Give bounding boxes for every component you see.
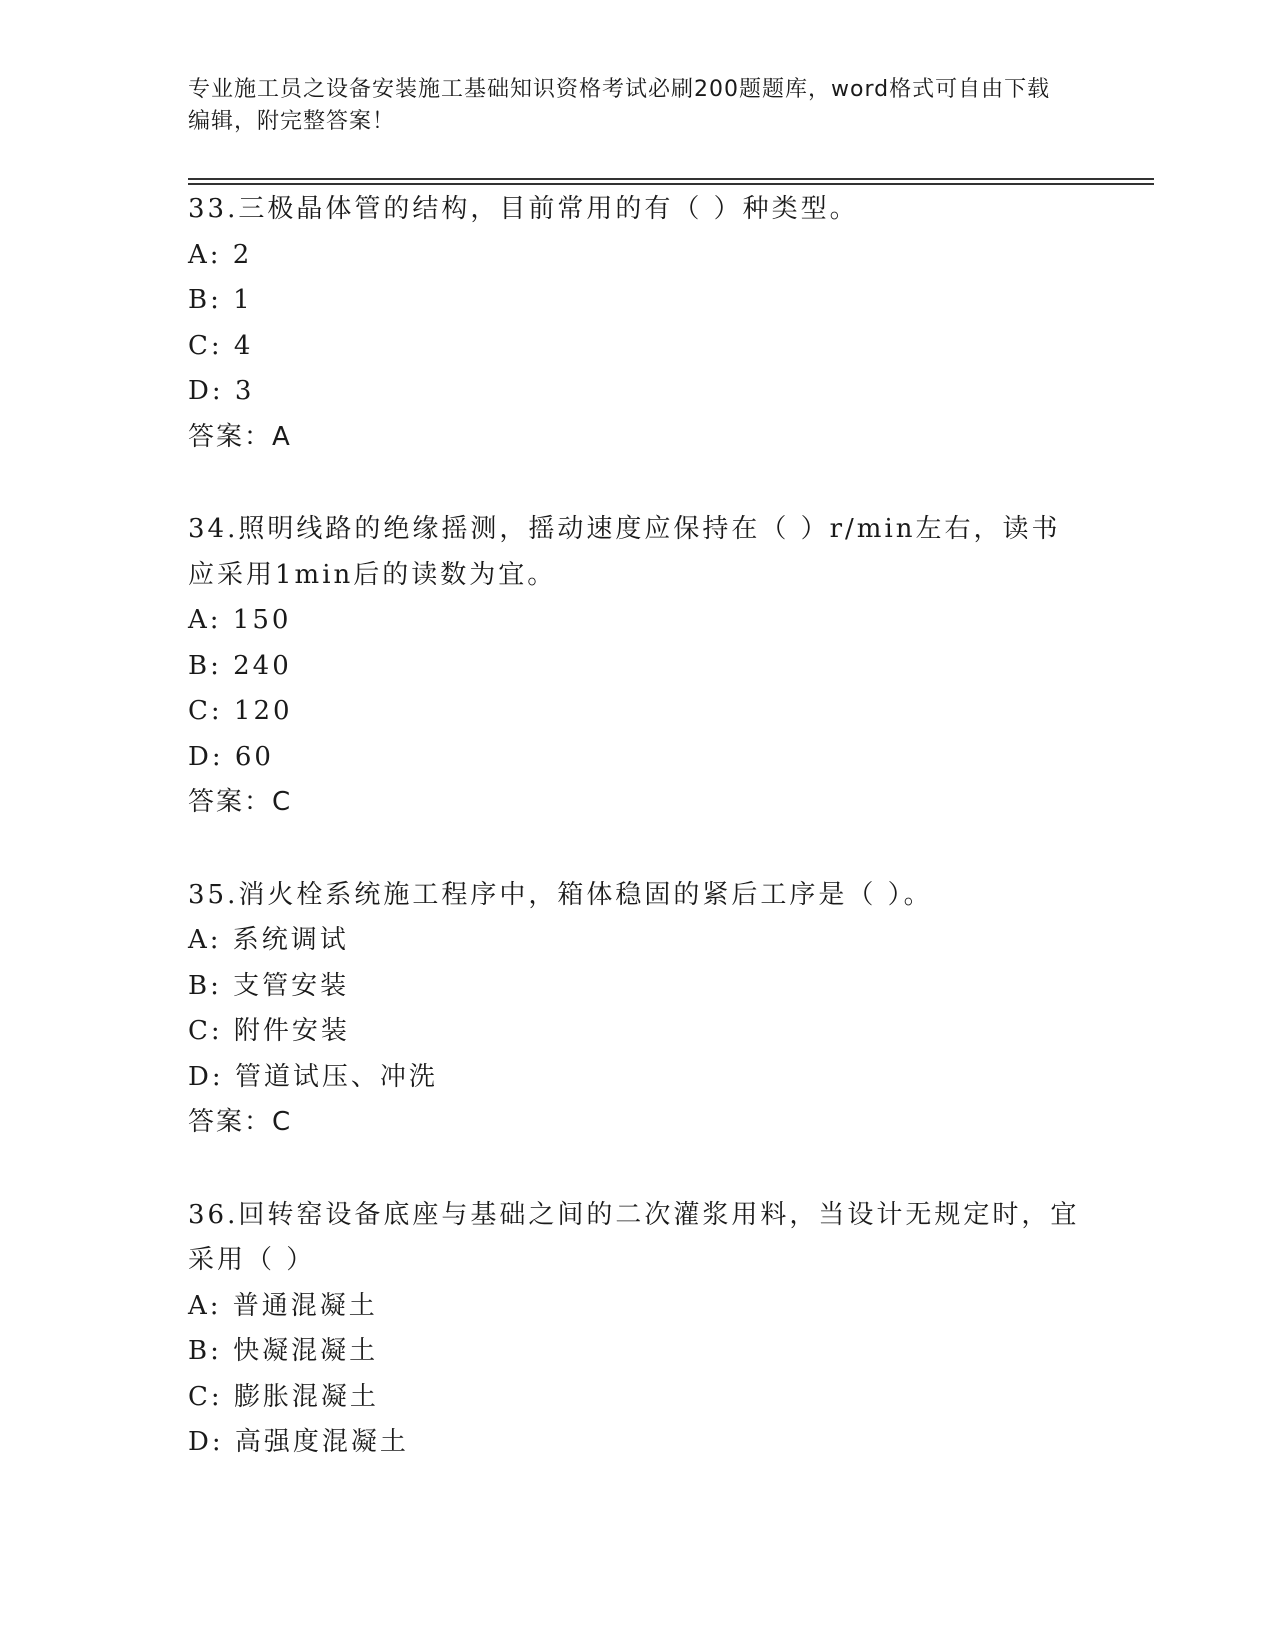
option-b: B: 支管安装 — [188, 970, 350, 1001]
document-header: 专业施工员之设备安装施工基础知识资格考试必刷200题题库，word格式可自由下载编辑，附完整答案！ — [188, 77, 1051, 134]
option-b: B: 1 — [188, 285, 253, 315]
header-rule-top — [188, 178, 1154, 180]
option-a: A: 2 — [188, 239, 253, 270]
question-35 — [188, 873, 1088, 1146]
question-stem: 33.三极晶体管的结构，目前常用的有（ ）种类型。 — [188, 194, 859, 224]
question-36 — [188, 1193, 1088, 1466]
option-d: D: 管道试压、冲洗 — [188, 1061, 438, 1092]
answer-line: 答案：C — [188, 1107, 293, 1137]
option-a: A: 普通混凝土 — [188, 1290, 378, 1321]
question-stem: 35.消火栓系统施工程序中，箱体稳固的紧后工序是（ ）。 — [188, 879, 933, 910]
answer-line: 答案：A — [188, 421, 292, 452]
question-stem: 36.回转窑设备底座与基础之间的二次灌浆用料，当设计无规定时，宜采用（ ） — [188, 1199, 1080, 1275]
answer-line: 答案：C — [188, 787, 293, 817]
option-c: C: 膨胀混凝土 — [188, 1381, 379, 1412]
option-d: D: 60 — [188, 741, 274, 772]
option-d: D: 3 — [188, 376, 255, 406]
option-a: A: 150 — [188, 605, 292, 635]
option-a: A: 系统调试 — [188, 925, 349, 955]
option-d: D: 高强度混凝土 — [188, 1427, 409, 1457]
question-33 — [188, 187, 1088, 460]
question-34 — [188, 507, 1088, 826]
question-stem: 34.照明线路的绝缘摇测，摇动速度应保持在（ ）r/min左右，读书应采用1min后的读数为宜。 — [188, 514, 1061, 590]
option-c: C: 附件安装 — [188, 1016, 350, 1046]
option-c: C: 120 — [188, 696, 293, 726]
header-rule-bottom — [188, 183, 1154, 185]
question-list — [188, 187, 1088, 1513]
option-b: B: 240 — [188, 650, 292, 681]
option-b: B: 快凝混凝土 — [188, 1336, 379, 1366]
option-c: C: 4 — [188, 330, 254, 361]
